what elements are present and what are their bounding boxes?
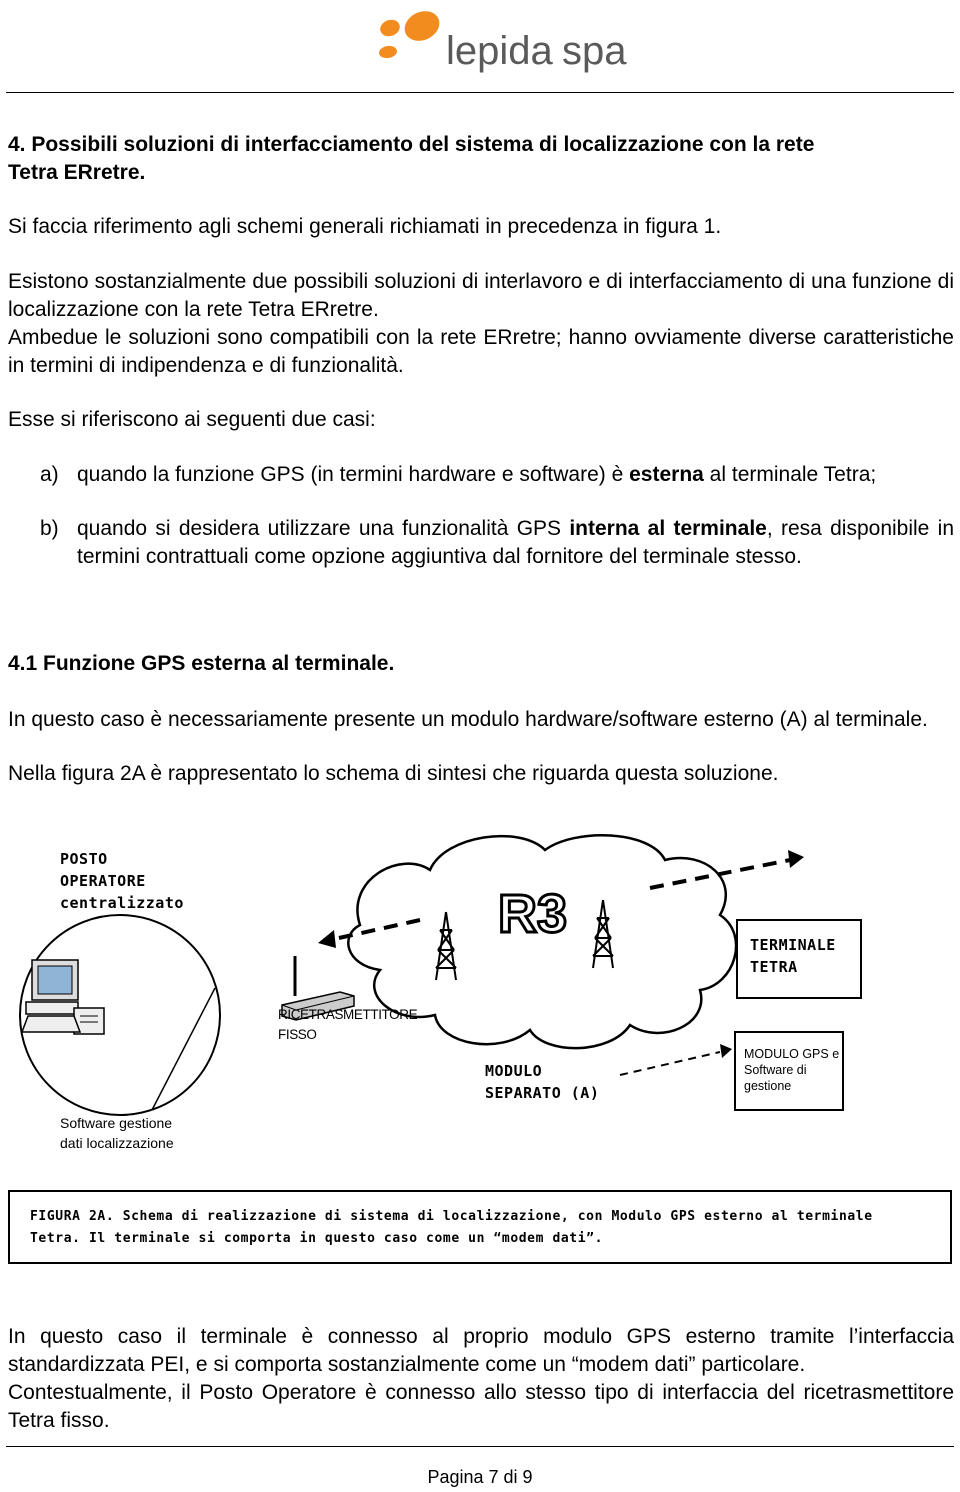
terminal-label: TERMINALE TETRA: [750, 936, 836, 976]
link-gps: [620, 1052, 720, 1075]
paragraph-pei: In questo caso il terminale è connesso al proprio modulo GPS esterno tramite l’interfaccia standardizzata PEI, e si comporta sostanzialmente come un “modem dati” particolare.: [8, 1325, 954, 1376]
link-terminal: [650, 860, 790, 888]
arrowhead: [720, 1044, 732, 1058]
figure-caption-box: [8, 1190, 952, 1264]
subsection-title: 4.1 Funzione GPS esterna al terminale.: [8, 652, 395, 675]
logo-graphic: [370, 2, 640, 74]
computer-icon: [22, 960, 104, 1034]
radio-tower-icon: [593, 900, 613, 968]
lepida-logo: [370, 2, 640, 74]
paragraph-solutions: Esistono sostanzialmente due possibili soluzioni di interlavoro e di interfacciamento di una funzione di localizzazione con la rete Tetra ERretre.: [8, 270, 954, 321]
section-title-line2: Tetra ERretre.: [8, 161, 146, 184]
paragraph-figure-ref: Nella figura 2A è rappresentato lo schema di sintesi che riguarda questa soluzione.: [8, 762, 779, 785]
separate-module-label: MODULO SEPARATO (A): [485, 1062, 600, 1102]
list-text: quando la funzione GPS (in termini hardware e software) è: [77, 463, 630, 486]
paragraph-cases: Esse si riferiscono ai seguenti due casi:: [8, 408, 376, 431]
list-mark: b): [40, 517, 59, 540]
header-rule: [6, 92, 954, 93]
section-title-line1: 4. Possibili soluzioni di interfacciamento del sistema di localizzazione con la rete: [8, 133, 815, 156]
figure-caption: FIGURA 2A. Schema di realizzazione di sistema di localizzazione, con Modulo GPS esterno al terminale Tetra. Il terminale si comporta in questo caso come un “modem dati”.: [30, 1209, 873, 1246]
logo-suffix: spa: [562, 29, 627, 73]
software-label: Software gestione dati localizzazione: [60, 1115, 174, 1151]
radio-tower-icon: [436, 912, 456, 980]
coverage-circle: [20, 915, 220, 1115]
list-mark: a): [40, 463, 59, 486]
logo-text: lepida: [446, 29, 553, 73]
list-bold: interna al terminale: [569, 517, 767, 540]
list-text: quando si desidera utilizzare una funzionalità GPS: [77, 517, 570, 540]
network-label: R3: [498, 884, 568, 944]
footer-rule: [6, 1446, 954, 1447]
arrowhead: [318, 930, 336, 948]
paragraph-compatible: Ambedue le soluzioni sono compatibili con la rete ERretre; hanno ovviamente diverse caratteristiche in termini di indipendenza e di funzionalità.: [8, 326, 954, 377]
gps-module-label: MODULO GPS e Software di gestione: [744, 1047, 840, 1093]
section-title: [8, 131, 814, 187]
list-item-b: [40, 515, 954, 571]
paragraph-operator: Contestualmente, il Posto Operatore è connesso allo stesso tipo di interfaccia del ricetrasmettitore Tetra fisso.: [8, 1381, 954, 1432]
transceiver-label: RICETRASMETTITORE FISSO: [278, 1007, 418, 1042]
link-transceiver: [330, 920, 420, 940]
operator-label: POSTO OPERATORE centralizzato: [60, 850, 184, 912]
list-bold: esterna: [629, 463, 704, 486]
list-item-a: [40, 461, 954, 489]
page-number: Pagina 7 di 9: [427, 1467, 533, 1487]
arrowhead: [788, 850, 804, 868]
list-text-end: , resa disponibile in termini contrattuali come opzione aggiuntiva dal fornitore del terminale stesso.: [77, 517, 954, 568]
paragraph-ref: Si faccia riferimento agli schemi generali richiamati in precedenza in figura 1.: [8, 215, 722, 238]
list-text-end: al terminale Tetra;: [703, 463, 877, 486]
paragraph-module: In questo caso è necessariamente presente un modulo hardware/software esterno (A) al terminale.: [8, 708, 928, 731]
figure-2a-diagram: [0, 820, 960, 1165]
